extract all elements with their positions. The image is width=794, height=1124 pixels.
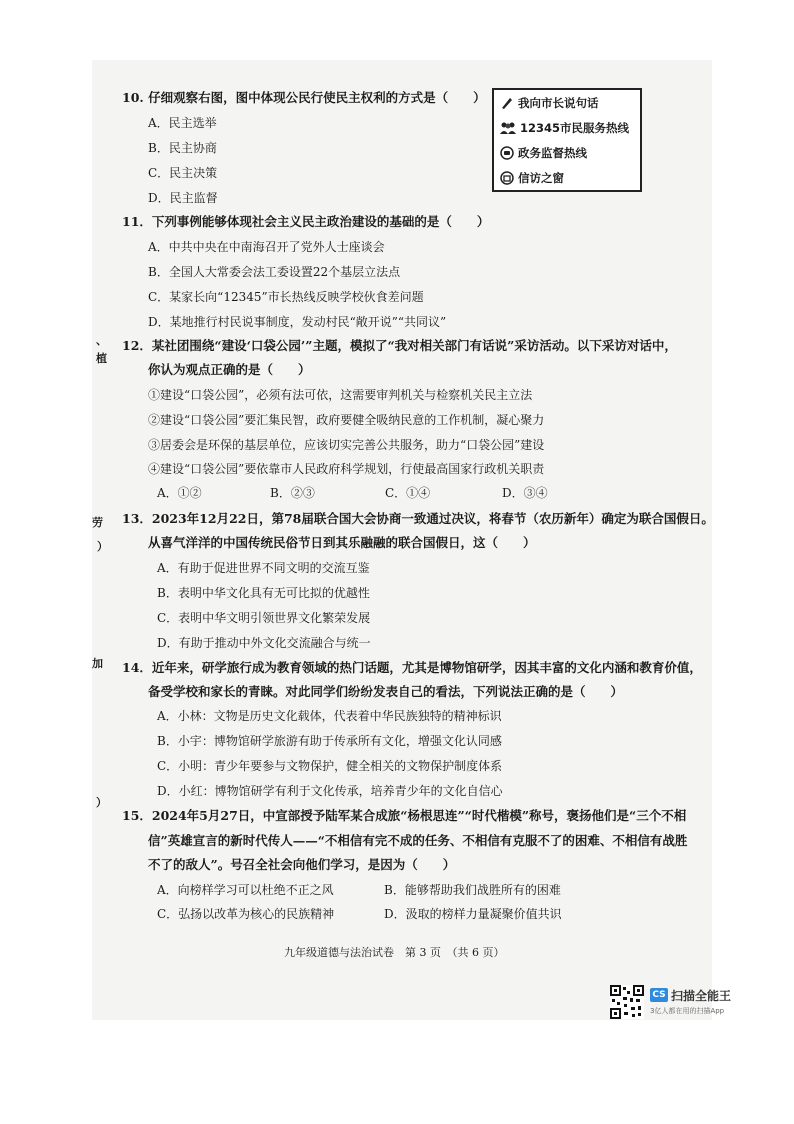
scanner-tagline: 3亿人都在用的扫描App bbox=[650, 1007, 725, 1015]
question-15-option-b: B．能够帮助我们战胜所有的困难 bbox=[384, 883, 561, 897]
question-15-option-d: D．汲取的榜样力量凝聚价值共识 bbox=[384, 907, 562, 921]
question-14-option-a: A．小林：文物是历史文化载体，代表着中华民族独特的精神标识 bbox=[157, 709, 502, 723]
pen-icon bbox=[500, 96, 514, 110]
channel-label: 信访之窗 bbox=[518, 171, 564, 185]
question-14-option-c: C．小明：青少年要参与文物保护，健全相关的文物保护制度体系 bbox=[157, 759, 503, 773]
question-12-option-c: C．①④ bbox=[385, 486, 431, 500]
question-14-stem: 14．近年来，研学旅行成为教育领域的热门话题，尤其是博物馆研学，因其丰富的文化内涵和教育价值， bbox=[122, 660, 702, 675]
question-10-option-d: D．民主监督 bbox=[148, 191, 218, 205]
citizen-channels-figure bbox=[492, 88, 642, 192]
question-11-option-b: B．全国人大常委会法工委设置22个基层立法点 bbox=[148, 265, 401, 279]
channel-item bbox=[500, 169, 564, 187]
group-icon bbox=[500, 121, 516, 135]
question-12-statement-3: ③居委会是环保的基层单位，应该切实完善公共服务，助力“口袋公园”建设 bbox=[148, 438, 545, 452]
question-14-option-d: D．小红：博物馆研学有利于文化传承，培养青少年的文化自信心 bbox=[157, 784, 503, 798]
page-footer: 九年级道德与法治试卷 第 3 页 （共 6 页） bbox=[284, 946, 505, 959]
question-14-stem-cont: 备受学校和家长的青睐。对此同学们纷纷发表自己的看法，下列说法正确的是（ ） bbox=[148, 684, 624, 699]
question-12-option-b: B．②③ bbox=[270, 486, 315, 500]
question-15-option-c: C．弘扬以改革为核心的民族精神 bbox=[157, 907, 335, 921]
question-12-statement-4: ④建设“口袋公园”要依靠市人民政府科学规划，行使最高国家行政机关职责 bbox=[148, 462, 545, 476]
margin-mark: ） bbox=[97, 540, 108, 553]
qr-code-icon bbox=[610, 985, 644, 1019]
mailbox-icon bbox=[500, 171, 514, 185]
margin-mark: 植 bbox=[96, 352, 107, 365]
question-11-option-a: A．中共中央在中南海召开了党外人士座谈会 bbox=[148, 240, 385, 254]
channel-label: 我向市长说句话 bbox=[518, 96, 599, 110]
question-12-option-d: D．③④ bbox=[502, 486, 548, 500]
question-10-option-a: A．民主选举 bbox=[148, 116, 217, 130]
margin-mark: ） bbox=[96, 796, 107, 809]
question-15-stem-cont-2: 不了的敌人”。号召全社会向他们学习，是因为（ ） bbox=[148, 857, 456, 872]
question-13-option-d: D．有助于推动中外文化交流融合与统一 bbox=[157, 636, 371, 650]
question-11-option-c: C．某家长向“12345”市长热线反映学校伙食差问题 bbox=[148, 290, 424, 304]
question-15-stem-cont-1: 信”英雄宣言的新时代传人——“不相信有完不成的任务、不相信有克服不了的困难、不相信有战胜 bbox=[148, 833, 688, 848]
question-12-statement-1: ①建设“口袋公园”，必须有法可依，这需要审判机关与检察机关民主立法 bbox=[148, 388, 533, 402]
question-10-option-c: C．民主决策 bbox=[148, 166, 218, 180]
phone-icon bbox=[500, 146, 514, 160]
question-12-option-a: A．①② bbox=[157, 486, 202, 500]
question-15-stem: 15．2024年5月27日，中宣部授予陆军某合成旅“杨根思连”“时代楷模”称号，褒扬他们是“三个不相 bbox=[122, 808, 687, 823]
question-11-option-d: D．某地推行村民说事制度，发动村民“敞开说”“共同议” bbox=[148, 315, 447, 329]
channel-item bbox=[500, 94, 599, 112]
margin-mark: 、 bbox=[96, 334, 107, 347]
question-13-option-a: A．有助于促进世界不同文明的交流互鉴 bbox=[157, 561, 370, 575]
question-13-stem: 13．2023年12月22日，第78届联合国大会协商一致通过决议，将春节（农历新年）确定为联合国假日。 bbox=[122, 511, 714, 526]
scanner-app-name: 扫描全能王 bbox=[671, 989, 732, 1003]
question-11-stem: 11．下列事例能够体现社会主义民主政治建设的基础的是（ ） bbox=[122, 214, 490, 229]
question-12-statement-2: ②建设“口袋公园”要汇集民智，政府要健全吸纳民意的工作机制，凝心聚力 bbox=[148, 413, 545, 427]
question-14-option-b: B．小宇：博物馆研学旅游有助于传承所有文化，增强文化认同感 bbox=[157, 734, 502, 748]
question-13-stem-cont: 从喜气洋洋的中国传统民俗节日到其乐融融的联合国假日，这（ ） bbox=[148, 535, 536, 550]
channel-label: 12345市民服务热线 bbox=[520, 121, 630, 135]
channel-item bbox=[500, 144, 587, 162]
question-13-option-b: B．表明中华文化具有无可比拟的优越性 bbox=[157, 586, 370, 600]
question-15-option-a: A．向榜样学习可以杜绝不正之风 bbox=[157, 883, 334, 897]
scanner-logo: CS bbox=[650, 988, 668, 1002]
question-10-stem: 10. 仔细观察右图，图中体现公民行使民主权利的方式是（ ） bbox=[122, 90, 486, 105]
question-13-option-c: C．表明中华文明引领世界文化繁荣发展 bbox=[157, 611, 371, 625]
question-10-option-b: B．民主协商 bbox=[148, 141, 217, 155]
margin-mark: 劳 bbox=[92, 516, 103, 529]
margin-mark: 加 bbox=[92, 657, 103, 670]
question-12-stem: 12．某社团围绕“建设‘口袋公园’”主题，模拟了“我对相关部门有话说”采访活动。以下采访对话中， bbox=[122, 338, 677, 353]
question-12-stem-cont: 你认为观点正确的是（ ） bbox=[148, 362, 311, 377]
channel-label: 政务监督热线 bbox=[518, 146, 587, 160]
channel-item bbox=[500, 119, 629, 137]
